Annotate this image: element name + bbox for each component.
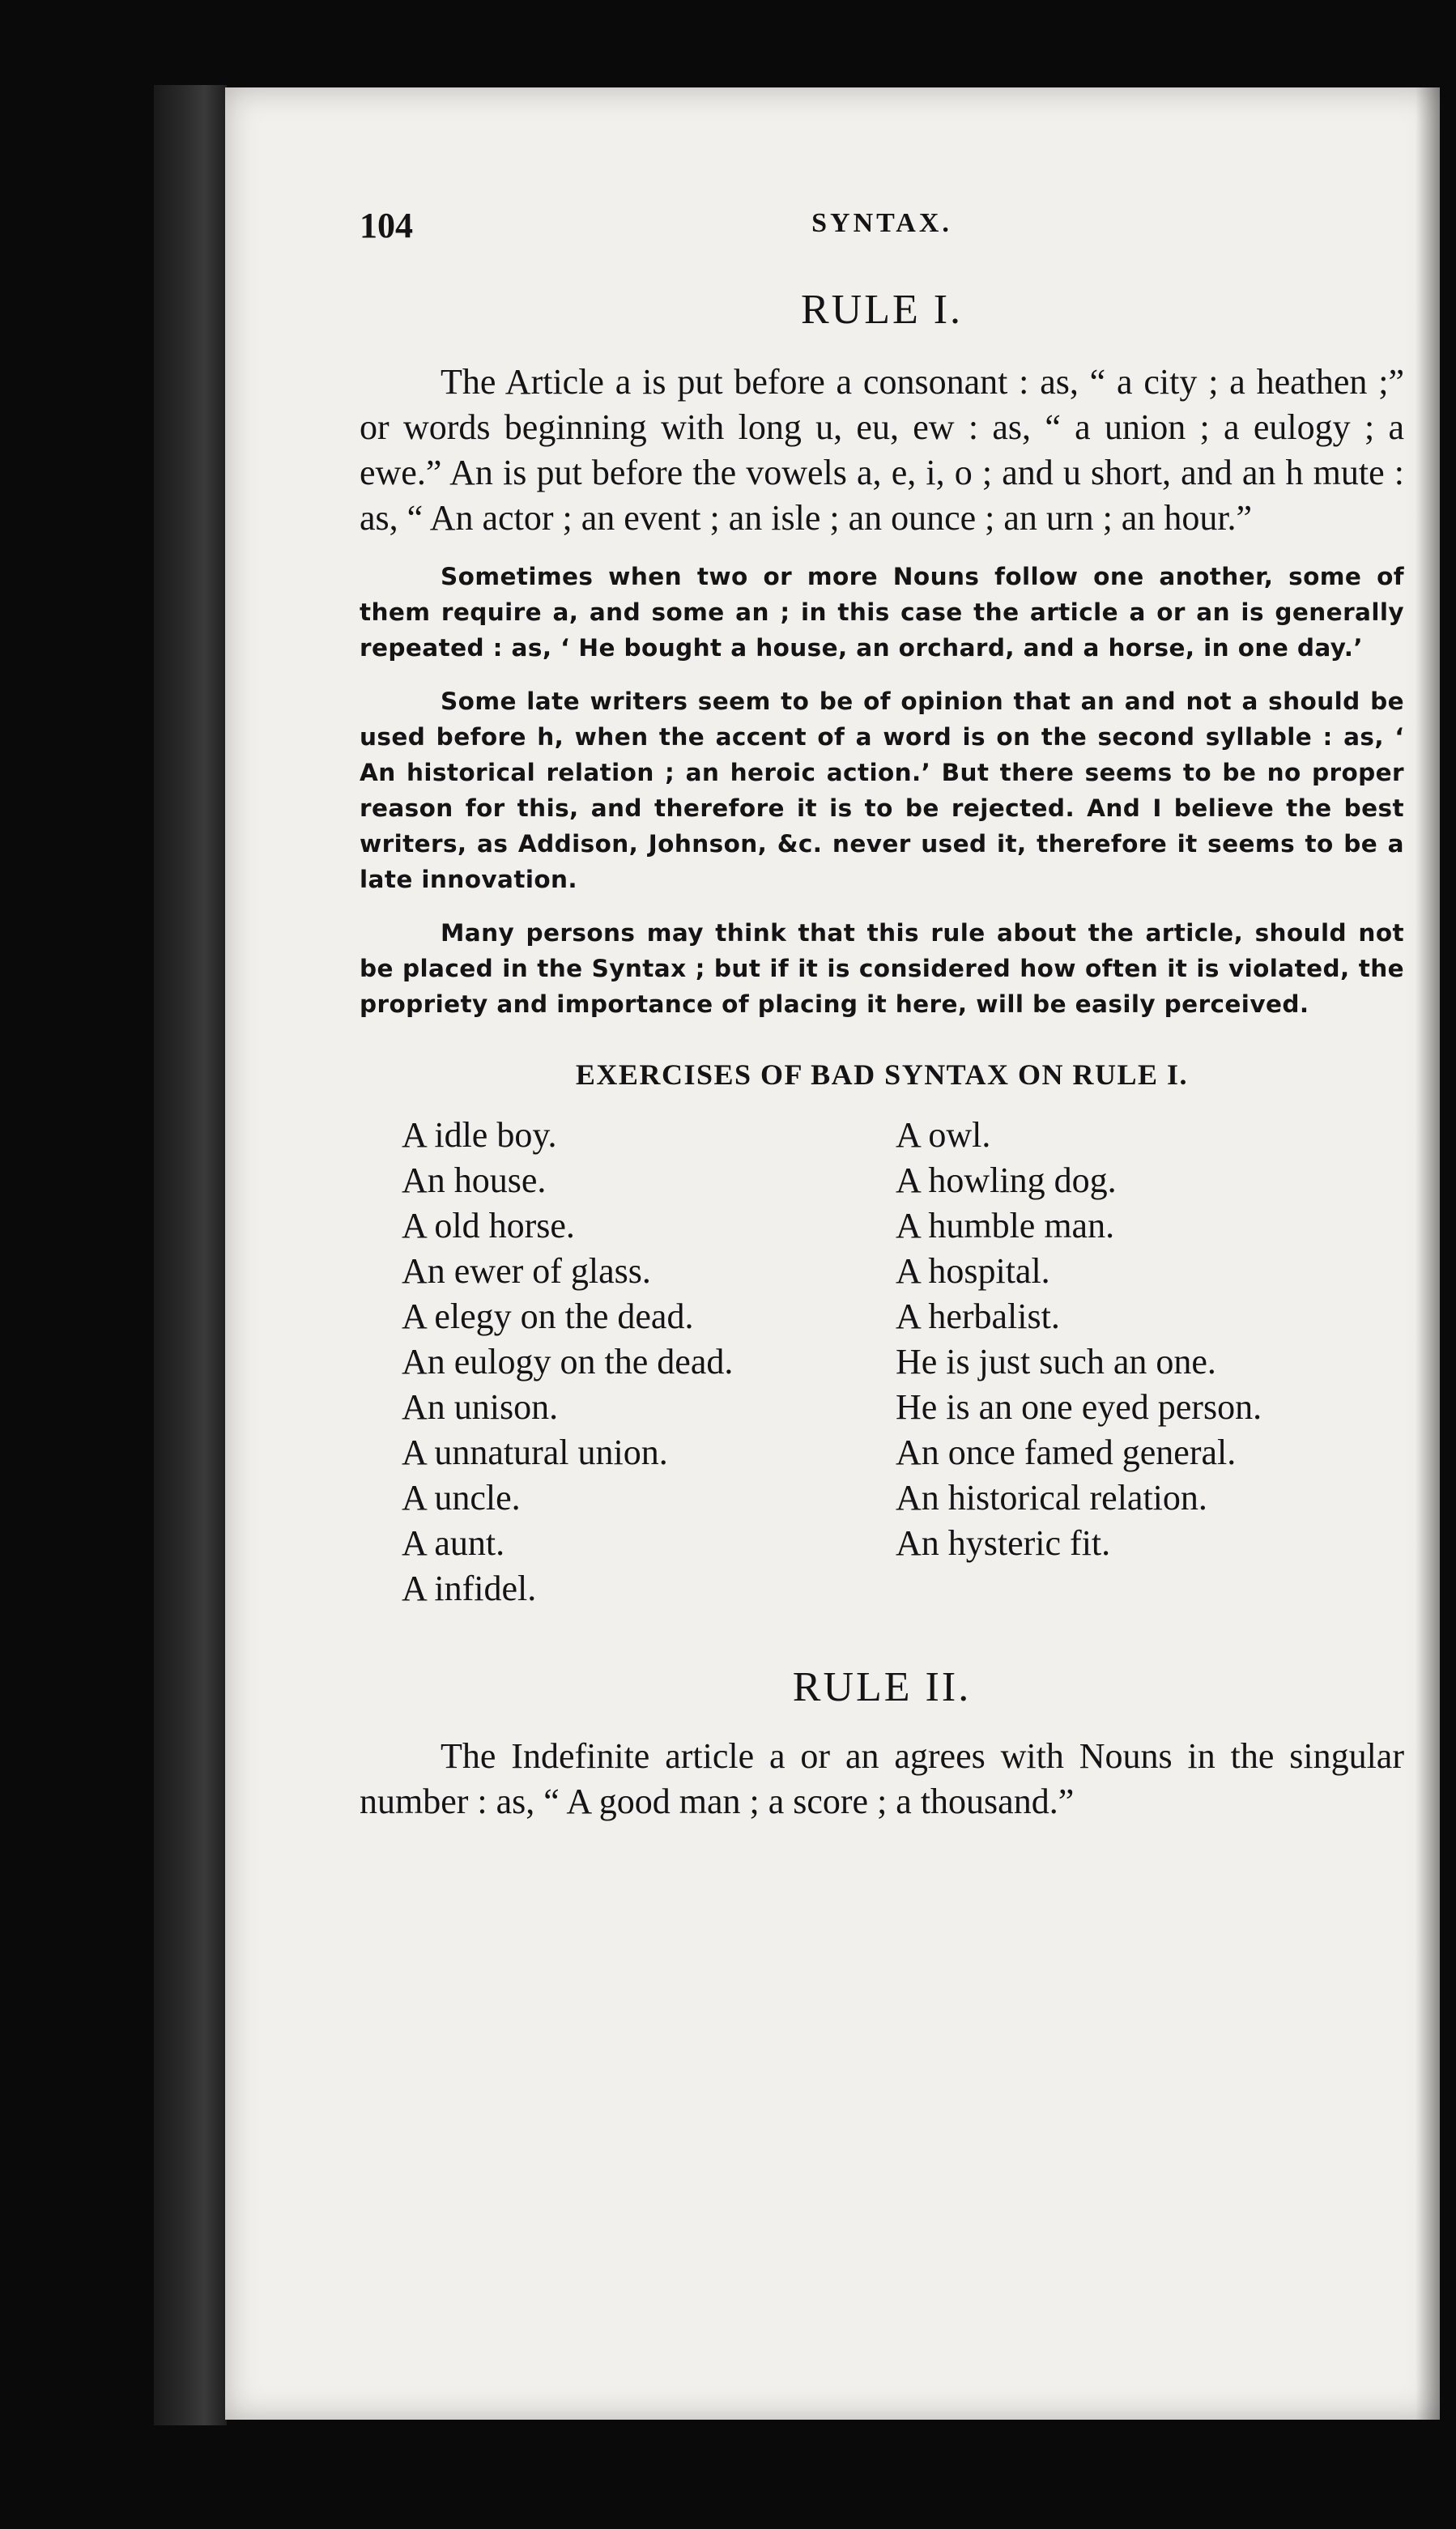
exercise-item: An eulogy on the dead. [402, 1342, 734, 1382]
exercise-item: A aunt. [402, 1523, 505, 1563]
exercise-item: A uncle. [402, 1478, 521, 1518]
exercise-item: An hysteric fit. [896, 1523, 1111, 1563]
exercise-item: An ewer of glass. [402, 1251, 651, 1291]
book-page [225, 87, 1440, 2420]
exercise-item: A hospital. [896, 1251, 1050, 1291]
rule-2-paragraph: The Indefinite article a or an agrees with Nouns in the singular number : as, “ A good man ; a score ; a thousand.” [360, 1736, 1404, 1821]
exercise-item: A idle boy. [402, 1115, 557, 1155]
page-number: 104 [360, 206, 413, 245]
exercise-item: A unnatural union. [402, 1433, 668, 1472]
page-content [360, 205, 1404, 1824]
exercise-item: A herbalist. [896, 1296, 1060, 1336]
rule-2-heading: RULE II. [792, 1664, 972, 1710]
exercise-item: An historical relation. [896, 1478, 1207, 1518]
rule-1-heading: RULE I. [800, 287, 964, 333]
exercise-item: A humble man. [896, 1206, 1115, 1245]
exercise-column-left [402, 1113, 896, 1611]
running-head [360, 205, 1404, 262]
rule-1-paragraph: The Article a is put before a consonant : as, “ a city ; a heathen ;” or words beginning with long u, eu, ew : as, “ a union ; a eulogy ; a ewe.” An is put before the vowels a, e, i, o ; and u short, and an h mute : as, “ An actor ; an event ; an isle ; an ounce ; an urn ; an hour.” [360, 362, 1404, 538]
exercise-item: A elegy on the dead. [402, 1296, 694, 1336]
exercise-list [402, 1113, 1404, 1611]
exercise-column-right [896, 1113, 1398, 1611]
exercise-item: A old horse. [402, 1206, 575, 1245]
exercise-item: A owl. [896, 1115, 991, 1155]
exercise-item: An once famed general. [896, 1433, 1237, 1472]
exercise-item: He is just such an one. [896, 1342, 1216, 1382]
rule-1-note-repeated-article: Sometimes when two or more Nouns follow one another, some of them require a, and some an ; in this case the article a or an is generally repeated : as, ‘ He bought a house, an orchard, and a horse, in one day.’ [360, 563, 1404, 662]
exercise-item: He is an one eyed person. [896, 1387, 1262, 1427]
page-shadow-edge [1416, 87, 1440, 2420]
exercise-item: A infidel. [402, 1569, 537, 1608]
exercise-item: An unison. [402, 1387, 559, 1427]
rule-1-note-placement: Many persons may think that this rule about the article, should not be placed in the Syntax ; but if it is considered how often it is violated, the propriety and importance of placing it here, will be easily perceived. [360, 919, 1404, 1018]
exercise-item: An house. [402, 1160, 547, 1200]
rule-1-note-an-before-h: Some late writers seem to be of opinion that an and not a should be used before h, when the accent of a word is on the second syllable : as, ‘ An historical relation ; an heroic action.’ But there seems to be no proper reason for this, and therefore it is to be rejected. And I believe the best writers, as Addison, Johnson, &c. never used it, therefore it seems to be a late innovation. [360, 688, 1404, 893]
running-title: SYNTAX. [811, 208, 952, 238]
exercises-heading: EXERCISES OF BAD SYNTAX ON RULE I. [575, 1058, 1189, 1091]
exercise-item: A howling dog. [896, 1160, 1117, 1200]
book-spine-edge [154, 85, 227, 2425]
